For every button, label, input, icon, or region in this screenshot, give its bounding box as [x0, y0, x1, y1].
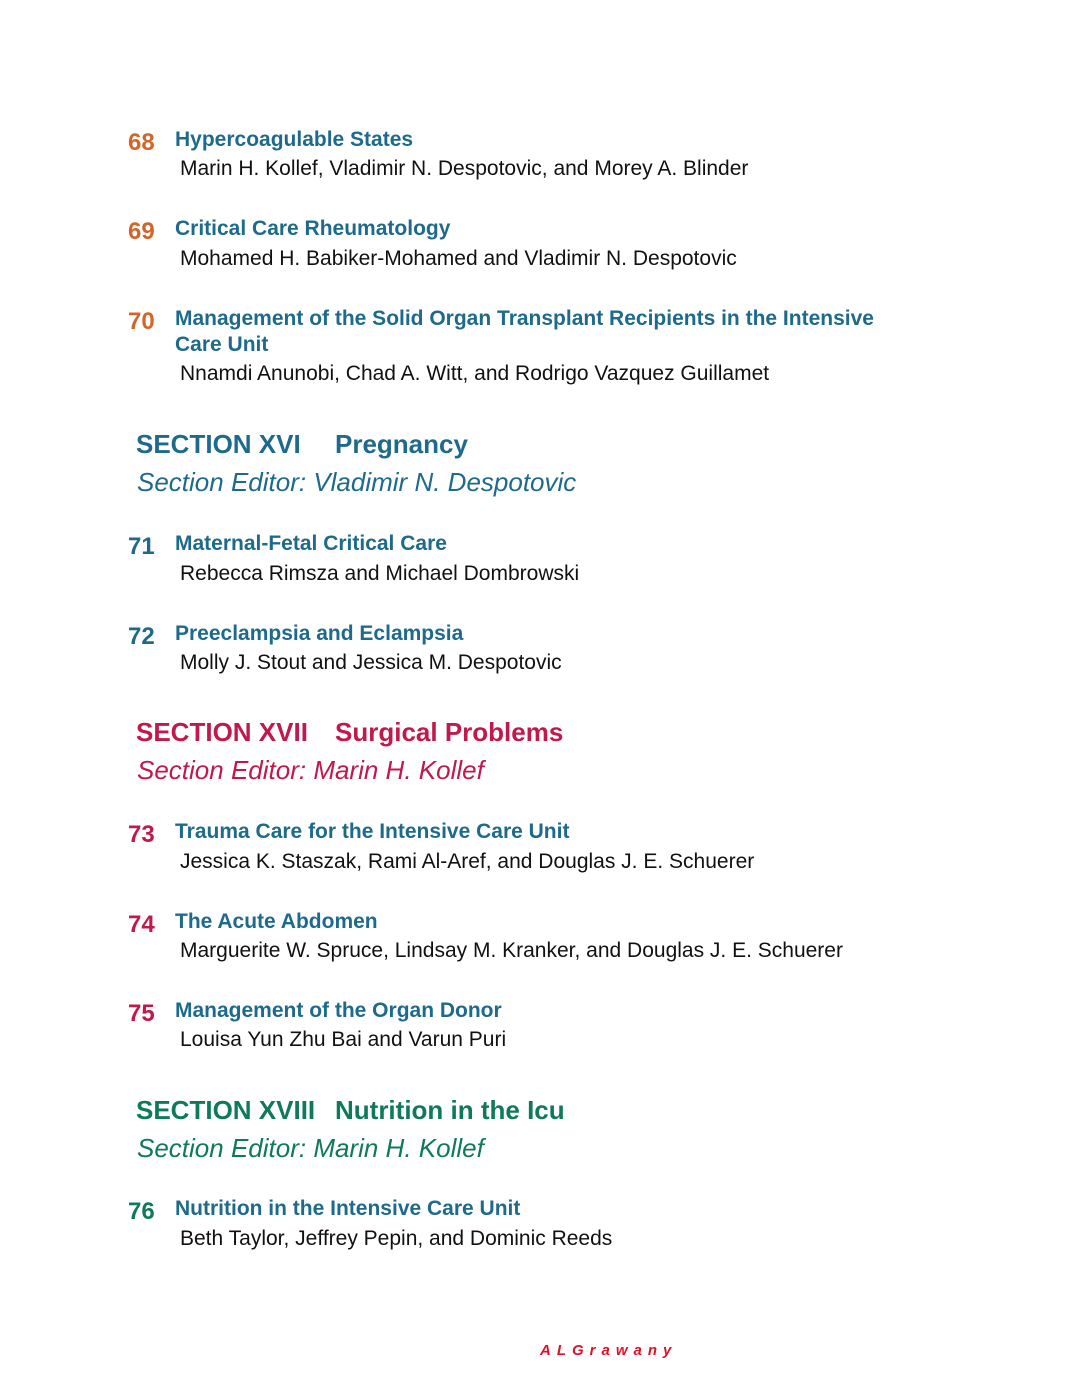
chapter-title[interactable]: Preeclampsia and Eclampsia — [175, 622, 464, 645]
chapter-number: 75 — [128, 1000, 155, 1027]
section-editor: Section Editor: Marin H. Kollef — [137, 1133, 484, 1163]
chapter-authors: Mohamed H. Babiker-Mohamed and Vladimir N. Despotovic — [180, 247, 737, 270]
section-label: SECTION XVII — [136, 717, 308, 747]
chapter-authors: Marin H. Kollef, Vladimir N. Despotovic, and Morey A. Blinder — [180, 157, 749, 180]
section-editor: Section Editor: Vladimir N. Despotovic — [137, 467, 577, 497]
chapter-number: 68 — [128, 129, 155, 156]
chapter-title[interactable]: Trauma Care for the Intensive Care Unit — [175, 820, 570, 843]
chapter-number: 71 — [128, 533, 155, 560]
chapter-title[interactable]: Management of the Organ Donor — [175, 999, 502, 1022]
chapter-authors: Louisa Yun Zhu Bai and Varun Puri — [180, 1028, 507, 1051]
chapter-title[interactable]: Critical Care Rheumatology — [175, 217, 451, 240]
chapter-authors: Molly J. Stout and Jessica M. Despotovic — [180, 651, 562, 674]
chapter-number: 73 — [128, 821, 155, 848]
chapter-authors: Marguerite W. Spruce, Lindsay M. Kranker, and Douglas J. E. Schuerer — [180, 939, 843, 962]
section-name: Pregnancy — [335, 429, 468, 459]
chapter-authors: Beth Taylor, Jeffrey Pepin, and Dominic Reeds — [180, 1227, 613, 1250]
chapter-title[interactable]: Nutrition in the Intensive Care Unit — [175, 1197, 521, 1220]
chapter-number: 74 — [128, 911, 155, 938]
chapter-number: 70 — [128, 308, 155, 335]
chapter-authors: Rebecca Rimsza and Michael Dombrowski — [180, 562, 580, 585]
chapter-number: 69 — [128, 218, 155, 245]
chapter-number: 72 — [128, 623, 155, 650]
section-label: SECTION XVIII — [136, 1095, 316, 1125]
chapter-authors: Jessica K. Staszak, Rami Al-Aref, and Douglas J. E. Schuerer — [180, 850, 755, 873]
chapter-title[interactable]: Hypercoagulable States — [175, 128, 414, 151]
chapter-title-line-1[interactable]: Management of the Solid Organ Transplant Recipients in the Intensive — [175, 307, 874, 330]
section-editor: Section Editor: Marin H. Kollef — [137, 755, 484, 785]
footer-watermark: ALGrawany — [540, 1342, 678, 1359]
chapter-title[interactable]: The Acute Abdomen — [175, 910, 378, 933]
chapter-title-line-2[interactable]: Care Unit — [175, 333, 269, 356]
chapter-authors: Nnamdi Anunobi, Chad A. Witt, and Rodrigo Vazquez Guillamet — [180, 362, 770, 385]
section-name: Nutrition in the Icu — [335, 1095, 565, 1125]
chapter-number: 76 — [128, 1198, 155, 1225]
chapter-title[interactable]: Maternal-Fetal Critical Care — [175, 532, 447, 555]
section-name: Surgical Problems — [335, 717, 564, 747]
section-label: SECTION XVI — [136, 429, 301, 459]
